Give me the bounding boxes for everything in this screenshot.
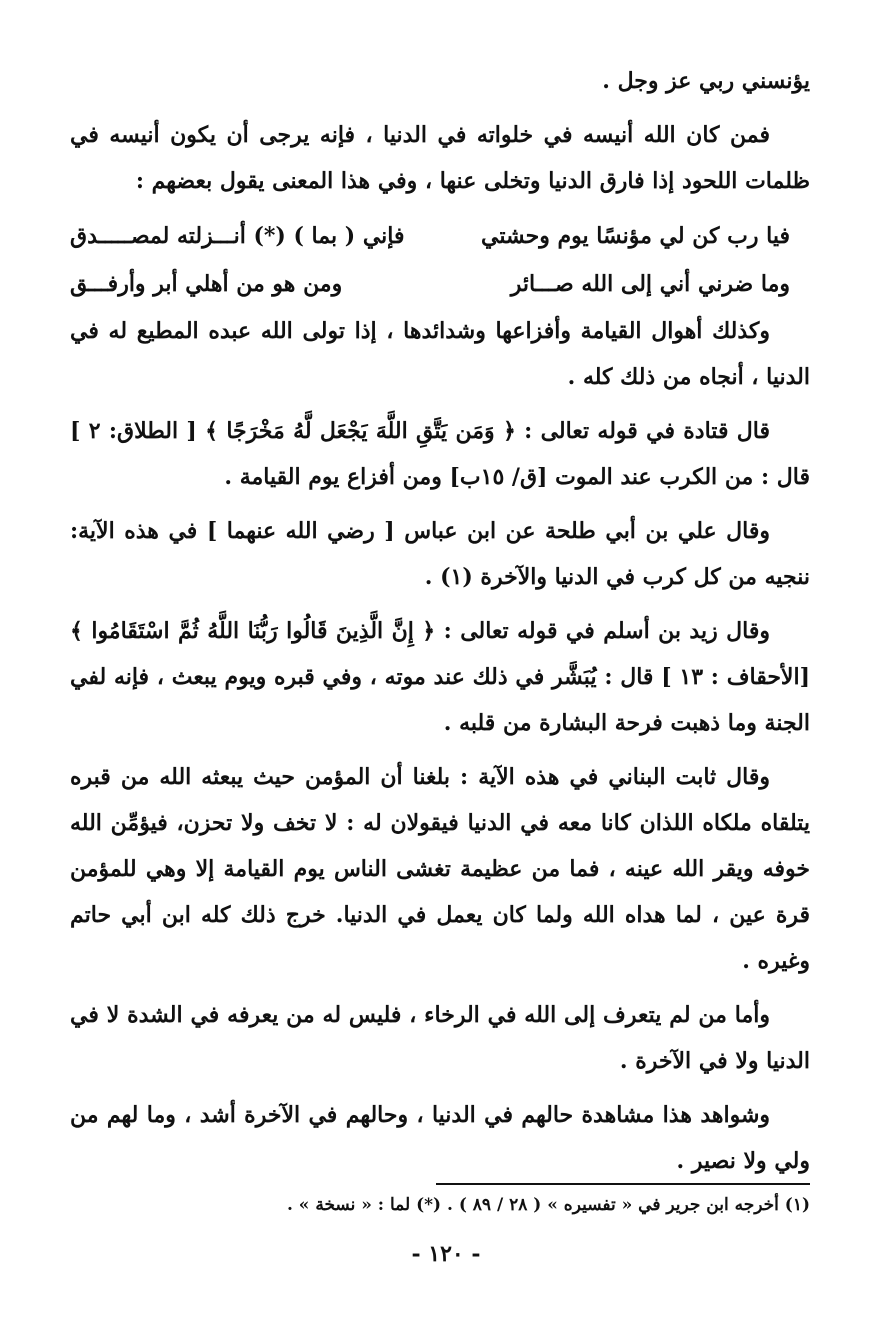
footnote: (١) أخرجه ابن جرير في « تفسيره » ( ٢٨ / ٨٩ ) . (*) لما : « نسخة » .	[286, 1195, 810, 1215]
poem-verse	[70, 212, 810, 260]
verse-first-hemistich: وما ضرني أني إلى الله صـــائر	[510, 271, 790, 297]
paragraph: وقال ثابت البناني في هذه الآية : بلغنا أن المؤمن حيث يبعثه الله من قبره يتلقاه ملكاه اللذان كانا معه في الدنيا فيقولان له : لا تخف ولا تحزن، فيؤمِّن الله خوفه ويقر الله عينه ، فما من عظيمة تغشى الناس يوم القيامة إلا وهي للمؤمن قرة عين ، لما هداه الله ولما كان يعمل في الدنيا. خرج ذلك كله ابن أبي حاتم وغيره .	[70, 764, 810, 974]
poem-verse	[70, 260, 810, 308]
verse-second-hemistich: فإني ( بما ) (*) أنـــزلته لمصـــــدق	[70, 223, 405, 249]
verse-first-hemistich: فيا رب كن لي مؤنسًا يوم وحشتي	[481, 223, 790, 249]
paragraph: وقال علي بن أبي طلحة عن ابن عباس [ رضي الله عنهما ] في هذه الآية: ننجيه من كل كرب في الدنيا والآخرة (١) .	[70, 518, 810, 590]
paragraph-continuation: يؤنسني ربي عز وجل .	[602, 68, 810, 94]
footnote-divider	[436, 1183, 810, 1185]
main-text	[70, 58, 810, 1192]
paragraph: قال قتادة في قوله تعالى : ﴿ وَمَن يَتَّقِ اللَّهَ يَجْعَل لَّهُ مَخْرَجًا ﴾ [ الطلاق: ٢ ] قال : من الكرب عند الموت [ق/ ١٥ب] ومن أفزاع يوم القيامة .	[70, 418, 810, 490]
paragraph: وأما من لم يتعرف إلى الله في الرخاء ، فليس له من يعرفه في الشدة لا في الدنيا ولا في الآخرة .	[70, 1002, 810, 1074]
paragraph: وقال زيد بن أسلم في قوله تعالى : ﴿ إِنَّ الَّذِينَ قَالُوا رَبُّنَا اللَّهُ ثُمَّ اسْتَقَامُوا ﴾ [الأحقاف : ١٣ ] قال : يُبَشَّر في ذلك عند موته ، وفي قبره ويوم يبعث ، فإنه لفي الجنة وما ذهبت فرحة البشارة من قلبه .	[70, 618, 810, 736]
verse-second-hemistich: ومن هو من أهلي أبر وأرفـــق	[70, 271, 343, 297]
page-number: - ١٢٠ -	[411, 1241, 481, 1267]
paragraph: فمن كان الله أنيسه في خلواته في الدنيا ، فإنه يرجى أن يكون أنيسه في ظلمات اللحود إذا فارق الدنيا وتخلى عنها ، وفي هذا المعنى يقول بعضهم :	[70, 122, 810, 194]
paragraph: وشواهد هذا مشاهدة حالهم في الدنيا ، وحالهم في الآخرة أشد ، وما لهم من ولي ولا نصير .	[70, 1102, 810, 1174]
paragraph: وكذلك أهوال القيامة وأفزاعها وشدائدها ، إذا تولى الله عبده المطيع له في الدنيا ، أنجاه من ذلك كله .	[70, 318, 810, 390]
